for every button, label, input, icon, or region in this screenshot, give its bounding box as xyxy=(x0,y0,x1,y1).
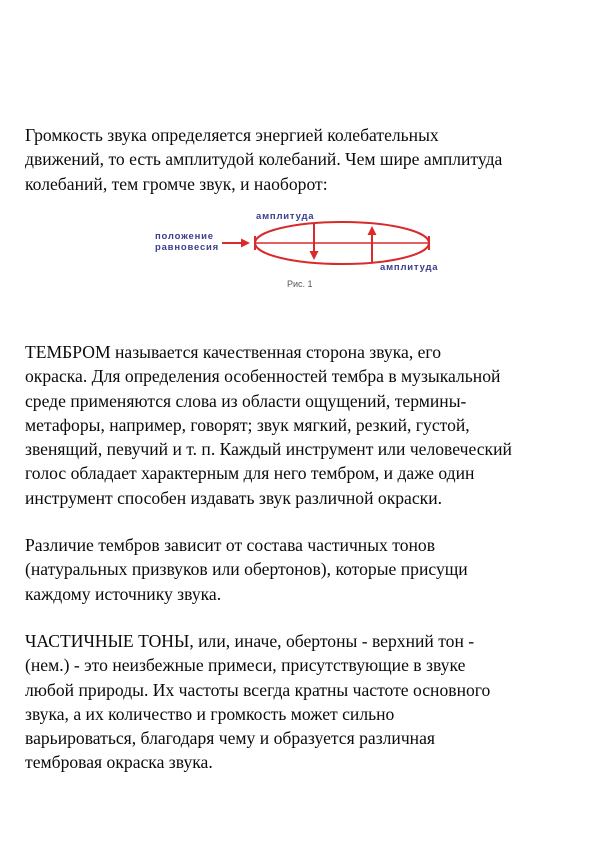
equilibrium-label-line1: положение xyxy=(155,231,214,242)
paragraph-timbre-difference xyxy=(25,533,580,606)
paragraph-timbre xyxy=(25,340,580,510)
equilibrium-label xyxy=(155,231,219,253)
text-line: движений, то есть амплитудой колебаний. Чем шире амплитуда xyxy=(25,149,503,170)
equilibrium-arrowhead xyxy=(241,239,250,248)
text-line: инструмент способен издавать звук различной окраски. xyxy=(25,487,443,508)
text-line: Громкость звука определяется энергией колебательных xyxy=(25,125,439,145)
text-line: (натуральных призвуков или обертонов), которые присущи xyxy=(25,559,468,580)
text-line: тембровая окраска звука. xyxy=(25,752,213,773)
text-line: окраска. Для определения особенностей тембра в музыкальной xyxy=(25,366,501,387)
figure-caption: Рис. 1 xyxy=(287,279,313,289)
amplitude-label-bottom: амплитуда xyxy=(380,262,439,273)
paragraph-partial-tones xyxy=(25,629,580,775)
text-line: звука, а их количество и громкость может сильно xyxy=(25,703,395,724)
amplitude-up-arrowhead xyxy=(368,226,377,235)
text-line: ЧАСТИЧНЫЕ ТОНЫ, или, иначе, обертоны - верхний тон - xyxy=(25,631,475,651)
equilibrium-label-line2: равновесия xyxy=(155,242,220,253)
text-line: среде применяются слова из области ощущений, термины- xyxy=(25,390,467,411)
text-line: каждому источнику звука. xyxy=(25,583,222,604)
text-line: звенящий, певучий и т. п. Каждый инструмент или человеческий xyxy=(25,439,512,460)
amplitude-label-top: амплитуда xyxy=(256,211,315,222)
text-line: ТЕМБРОМ называется качественная сторона звука, его xyxy=(25,342,442,362)
amplitude-down-arrowhead xyxy=(310,251,319,260)
text-line: любой природы. Их частоты всегда кратны частоте основного xyxy=(25,679,491,700)
text-line: метафоры, например, говорят; звук мягкий, резкий, густой, xyxy=(25,414,470,435)
amplitude-figure xyxy=(150,207,450,297)
text-line: варьироваться, благодаря чему и образуется различная xyxy=(25,728,435,749)
text-line: голос обладает характерным для него тембром, и даже один xyxy=(25,463,475,484)
text-line: колебаний, тем громче звук, и наоборот: xyxy=(25,173,328,194)
paragraph-loudness xyxy=(25,123,580,196)
text-line: (нем.) - это неизбежные примеси, присутствующие в звуке xyxy=(25,655,466,676)
text-line: Различие тембров зависит от состава частичных тонов xyxy=(25,535,436,555)
